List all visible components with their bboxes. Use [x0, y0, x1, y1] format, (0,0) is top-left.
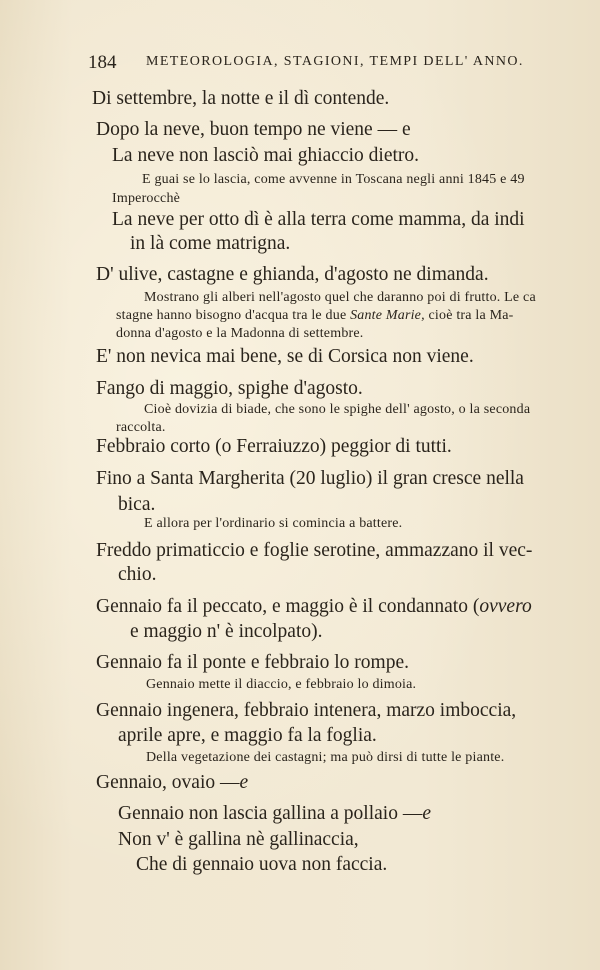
- note-italic: Sante Marie,: [350, 308, 425, 323]
- proverb-line: La neve non lasciò mai ghiaccio dietro.: [112, 145, 420, 166]
- proverb-line: Dopo la neve, buon tempo ne viene — e: [96, 119, 411, 140]
- note-line: [116, 308, 514, 324]
- proverb-line: [118, 803, 431, 825]
- note-line: E guai se lo lascia, come avvenne in Toscana negli anni 1845 e 49: [142, 172, 525, 187]
- proverb-line: [96, 772, 248, 794]
- running-title: METEOROLOGIA, STAGIONI, TEMPI DELL' ANNO.: [146, 54, 524, 69]
- proverb-line: bica.: [118, 494, 156, 515]
- proverb-italic: e: [422, 803, 431, 824]
- proverb-line: aprile apre, e maggio fa la foglia.: [118, 725, 377, 746]
- proverb-line: Di settembre, la notte e il dì contende.: [92, 88, 390, 109]
- proverb-text: Gennaio, ovaio —: [96, 772, 240, 793]
- note-line: raccolta.: [116, 420, 166, 435]
- proverb-line: Fino a Santa Margherita (20 luglio) il gran cresce nella: [96, 468, 524, 489]
- proverb-line: D' ulive, castagne e ghianda, d'agosto ne dimanda.: [96, 264, 489, 285]
- proverb-line: Febbraio corto (o Ferraiuzzo) peggior di tutti.: [96, 436, 452, 457]
- note-line: donna d'agosto e la Madonna di settembre.: [116, 326, 364, 341]
- note-text: stagne hanno bisogno d'acqua tra le due: [116, 308, 347, 323]
- proverb-line: in là come matrigna.: [130, 233, 291, 254]
- proverb-line: Gennaio ingenera, febbraio intenera, marzo imboccia,: [96, 700, 517, 721]
- proverb-line: E' non nevica mai bene, se di Corsica non viene.: [96, 346, 474, 367]
- page-number: 184: [88, 52, 117, 73]
- proverb-line: Non v' è gallina nè gallinaccia,: [118, 829, 359, 850]
- proverb-text: Gennaio non lascia gallina a pollaio —: [118, 803, 423, 824]
- note-line: Mostrano gli alberi nell'agosto quel che daranno poi di frutto. Le ca: [144, 290, 536, 305]
- proverb-italic: ovvero: [479, 596, 532, 617]
- proverb-italic: e: [239, 772, 249, 793]
- proverb-line: Fango di maggio, spighe d'agosto.: [96, 378, 363, 399]
- proverb-line: Che di gennaio uova non faccia.: [136, 854, 388, 875]
- note-text: cioè tra la Ma-: [428, 308, 514, 323]
- proverb-line: e maggio n' è incolpato).: [130, 621, 323, 642]
- proverb-line: Freddo primaticcio e foglie serotine, ammazzano il vec-: [96, 540, 533, 561]
- note-line: Imperocchè: [112, 191, 181, 206]
- note-line: Della vegetazione dei castagni; ma può dirsi di tutte le piante.: [146, 750, 505, 765]
- note-line: Cioè dovizia di biade, che sono le spighe dell' agosto, o la seconda: [144, 402, 531, 417]
- proverb-line: [96, 596, 532, 618]
- proverb-line: La neve per otto dì è alla terra come mamma, da indi: [112, 209, 525, 230]
- proverb-line: chio.: [118, 564, 157, 585]
- proverb-line: Gennaio fa il ponte e febbraio lo rompe.: [96, 652, 409, 673]
- proverb-text: Gennaio fa il peccato, e maggio è il condannato (: [96, 596, 480, 617]
- note-line: Gennaio mette il diaccio, e febbraio lo dimoia.: [146, 677, 417, 692]
- note-line: E allora per l'ordinario si comincia a battere.: [144, 516, 403, 531]
